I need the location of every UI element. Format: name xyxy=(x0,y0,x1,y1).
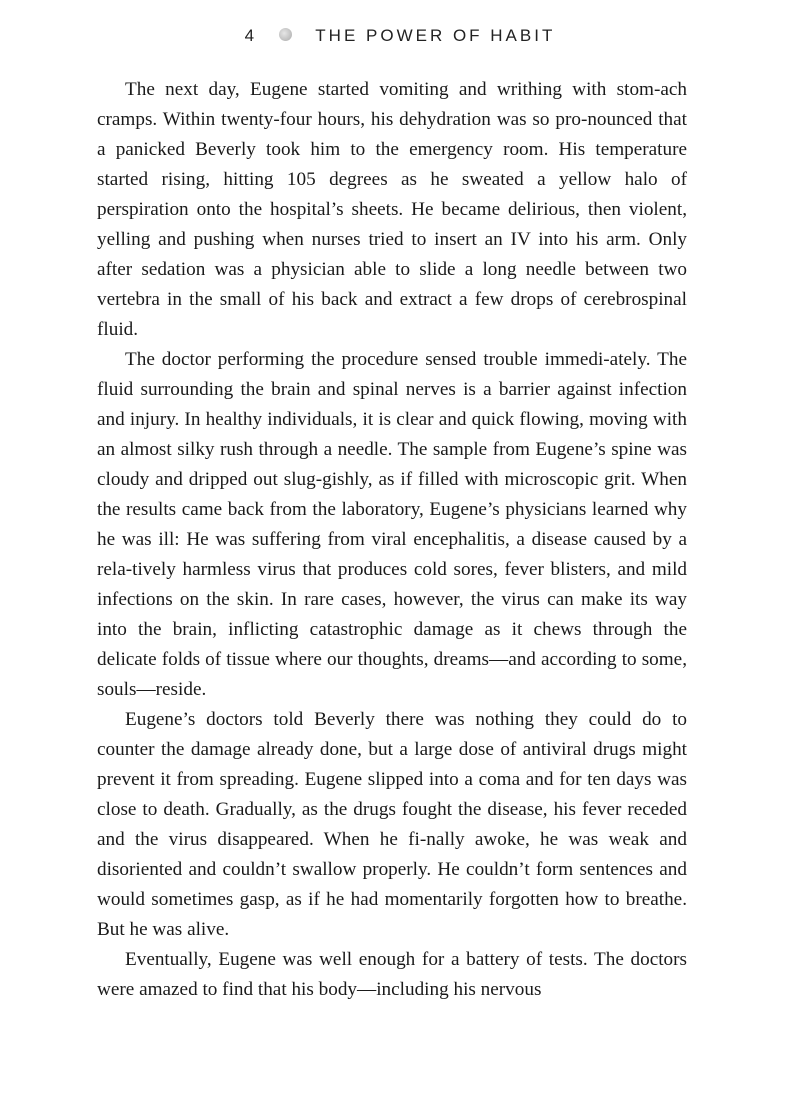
paragraph: Eventually, Eugene was well enough for a battery of tests. The doctors were amazed to find that his body—including his nervous xyxy=(97,949,687,1000)
circle-bullet-icon xyxy=(279,28,292,41)
book-title: THE POWER OF HABIT xyxy=(315,26,556,45)
paragraph: Eugene’s doctors told Beverly there was nothing they could do to counter the damage already done, but a large dose of antiviral drugs might prevent it from spreading. Eugene slipped into a coma and for ten days was close to death. Gradually, as the drugs fought the disease, his fever receded and the virus disappeared. When he fi-nally awoke, he was weak and disoriented and couldn’t swallow properly. He couldn’t form sentences and would sometimes gasp, as if he had momentarily forgotten how to breathe. But he was alive. xyxy=(97,709,687,940)
page-number: 4 xyxy=(244,26,258,45)
paragraph: The doctor performing the procedure sensed trouble immedi-ately. The fluid surrounding the brain and spinal nerves is a barrier against infection and injury. In healthy individuals, it is clear and quick flowing, moving with an almost silky rush through a needle. The sample from Eugene’s spine was cloudy and dripped out slug-gishly, as if filled with microscopic grit. When the results came back from the laboratory, Eugene’s physicians learned why he was ill: He was suffering from viral encephalitis, a disease caused by a rela-tively harmless virus that produces cold sores, fever blisters, and mild infections on the skin. In rare cases, however, the virus can make its way into the brain, inflicting catastrophic damage as it chews through the delicate folds of tissue where our thoughts, dreams—and according to some, souls—reside. xyxy=(97,349,687,700)
running-head xyxy=(0,26,800,46)
body-text xyxy=(97,75,687,1005)
paragraph: The next day, Eugene started vomiting and writhing with stom-ach cramps. Within twenty-four hours, his dehydration was so pro-nounced that a panicked Beverly took him to the emergency room. His temperature started rising, hitting 105 degrees as he sweated a yellow halo of perspiration onto the hospital’s sheets. He became delirious, then violent, yelling and pushing when nurses tried to insert an IV into his arm. Only after sedation was a physician able to slide a long needle between two vertebra in the small of his back and extract a few drops of cerebrospinal fluid. xyxy=(97,79,687,340)
